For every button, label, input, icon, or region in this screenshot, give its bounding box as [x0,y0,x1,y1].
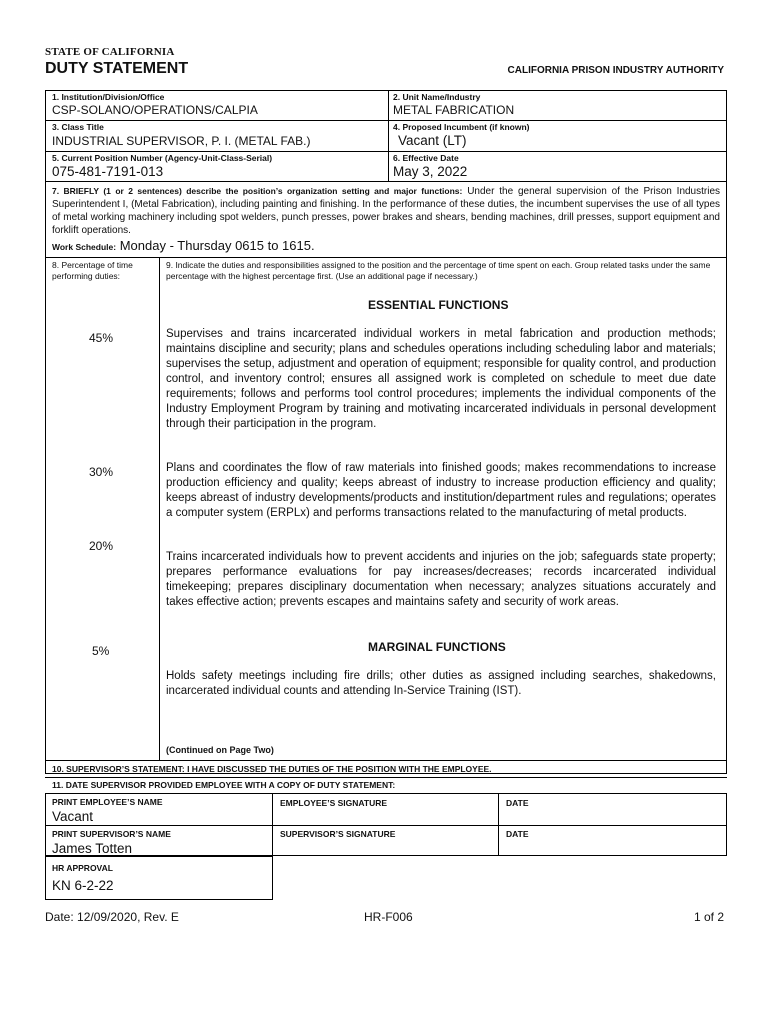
divider [45,777,727,778]
marginal-functions-title: MARGINAL FUNCTIONS [368,640,506,654]
divider [388,90,389,181]
hr-approval-label: HR APPROVAL [52,863,113,873]
divider [45,257,727,258]
institution-value: CSP-SOLANO/OPERATIONS/CALPIA [52,103,258,117]
divider [45,760,727,761]
schedule-value: Monday - Thursday 0615 to 1615. [119,238,315,253]
divider [45,120,727,121]
duty-description: Plans and coordinates the flow of raw materials into finished goods; makes recommendations to increase production efficiency and quality; keeps abreast of industry to increase production efficiency and quality; keeps abreast of industry developments/products and institution/department rules and regulations; operates a computer system (ERPLx) and performs transactions related to the manufacturing of metal products. [166,462,716,519]
incumbent-label: 4. Proposed Incumbent (if known) [393,122,530,132]
continued-note: (Continued on Page Two) [166,745,274,755]
divider [45,151,727,152]
duty-description: Supervises and trains incarcerated individual workers in metal fabrication and production methods; maintains discipline and security; plans and schedules operations including scheduling labor and materials; supervises the setup, adjustment and operation of equipment; responsible for quality control, and production control, and inventory control; ensures all assigned work is completed on schedule to meet due date requirements; follows and performs tool control procedures; implements the individual components of the Industry Employment Program by training and motivating incarcerated individuals in personal development through their participation in the program. [166,328,716,430]
copy-provided-statement: 11. DATE SUPERVISOR PROVIDED EMPLOYEE WITH A COPY OF DUTY STATEMENT: [52,780,396,790]
class-title-label: 3. Class Title [52,122,104,132]
incumbent-value: Vacant (LT) [398,133,467,148]
divider [45,181,727,182]
position-number-value: 075-481-7191-013 [52,164,164,179]
work-schedule [52,238,315,253]
state-of-california: STATE OF CALIFORNIA [45,46,175,58]
employee-name-label: PRINT EMPLOYEE’S NAME [52,797,163,807]
supervisor-name-label: PRINT SUPERVISOR’S NAME [52,829,171,839]
supervisor-date-label: DATE [506,829,529,839]
essential-functions-title: ESSENTIAL FUNCTIONS [368,298,509,312]
duty-description: Trains incarcerated individuals how to prevent accidents and injuries on the job; safeguards state property; prepares performance evaluations for pay increases/decreases; records incarcerated individual timekeeping; prepares disciplinary documentation when necessary; analyzes situations accurately and takes effective action; prevents escapes and maintains safety and security of work areas. [166,551,716,608]
duty-percentage: 20% [89,539,114,553]
brief-label: 7. BRIEFLY (1 or 2 sentences) describe the position’s organization setting and major functions: [52,186,463,196]
unit-label: 2. Unit Name/Industry [393,92,481,102]
revision-date: Date: 12/09/2020, Rev. E [45,910,179,924]
divider [498,793,499,856]
employee-signature-label: EMPLOYEE’S SIGNATURE [280,798,388,808]
effective-date-value: May 3, 2022 [393,164,468,179]
hr-approval-value: KN 6-2-22 [52,878,114,893]
percentage-label: 8. Percentage of time performing duties: [52,260,133,281]
duties-instructions: 9. Indicate the duties and responsibilities assigned to the position and the percentage of time spent on each. Group related tasks under the same percentage with the highest percentage first. (Use an additional page if necessary.) [166,260,711,281]
duty-percentage: 30% [89,465,114,479]
schedule-label: Work Schedule: [52,242,117,252]
class-title-value: INDUSTRIAL SUPERVISOR, P. I. (METAL FAB.) [52,134,311,148]
effective-date-label: 6. Effective Date [393,153,459,163]
institution-label: 1. Institution/Division/Office [52,92,165,102]
duty-description: Holds safety meetings including fire drills; other duties as assigned including searches, shakedowns, incarcerated individual counts and attending In-Service Training (IST). [166,670,716,697]
position-number-label: 5. Current Position Number (Agency-Unit-Class-Serial) [52,153,273,163]
duty-percentage: 45% [89,331,114,345]
employee-name-value: Vacant [52,809,94,824]
divider [159,257,160,760]
employee-date-label: DATE [506,798,529,808]
duty-percentage: 5% [92,644,110,658]
agency-name: CALIFORNIA PRISON INDUSTRY AUTHORITY [507,65,724,76]
unit-value: METAL FABRICATION [393,103,515,117]
divider [272,793,273,856]
supervisor-statement: 10. SUPERVISOR’S STATEMENT: I HAVE DISCUSSED THE DUTIES OF THE POSITION WITH THE EMPLOYEE. [52,764,492,774]
brief-text: Under the general supervision of the Prison Industries Superintendent I, (Metal Fabrication), including painting and finishing. In the performance of these duties, the incumbent supervises the use of all types of metal working machinery including spot welders, punch presses, power brakes and shears, bending machines, drill presses, support equipment and forklift operations. [52,186,721,236]
supervisor-signature-label: SUPERVISOR’S SIGNATURE [280,829,396,839]
supervisor-name-value: James Totten [52,841,133,856]
page-title: DUTY STATEMENT [45,60,189,77]
divider [45,825,727,826]
form-number: HR-F006 [364,910,413,924]
brief-description [52,185,720,237]
page-number: 1 of 2 [693,910,724,924]
